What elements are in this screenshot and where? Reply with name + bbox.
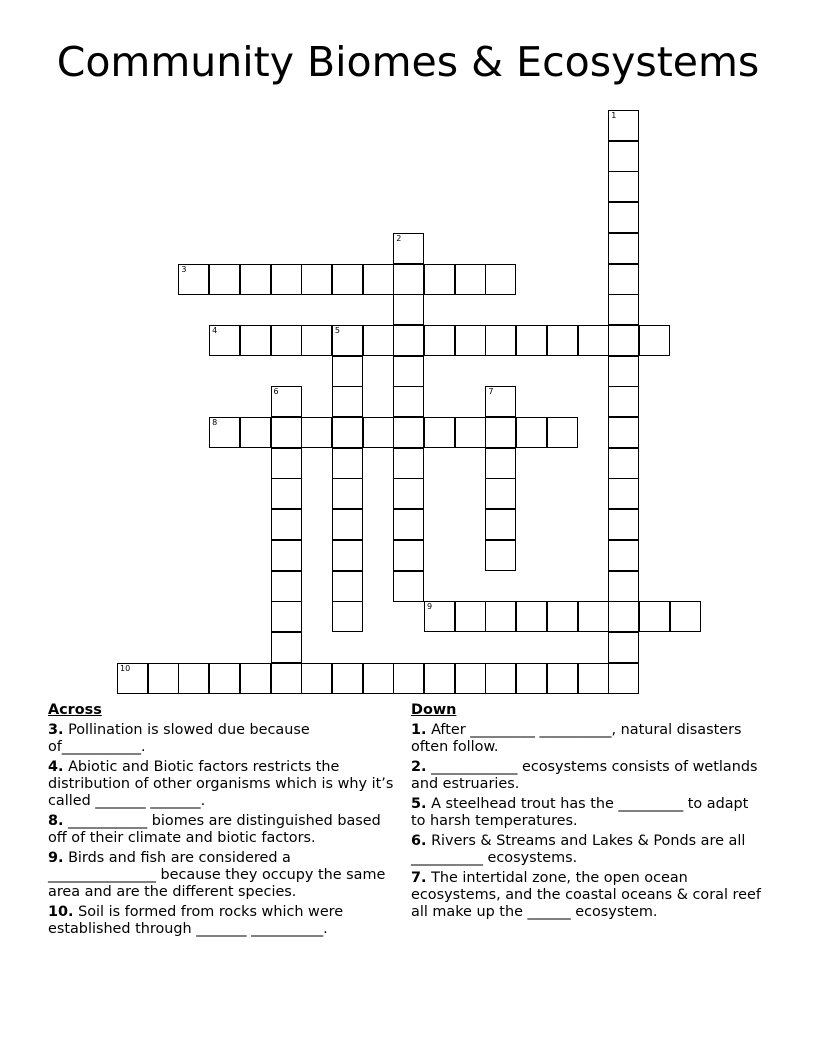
- grid-cell[interactable]: [271, 601, 302, 632]
- clue-across-4: [48, 759, 400, 810]
- clue-text: Rivers & Streams and Lakes & Ponds are all __________ ecosystems.: [411, 833, 746, 866]
- grid-cell[interactable]: [424, 264, 455, 295]
- grid-cell[interactable]: [332, 663, 363, 694]
- grid-cell[interactable]: [670, 601, 701, 632]
- grid-cell[interactable]: [332, 264, 363, 295]
- grid-cell[interactable]: [578, 601, 609, 632]
- clue-down-2: [411, 759, 761, 793]
- grid-cell[interactable]: [271, 325, 302, 356]
- page-title: Community Biomes & Ecosystems: [56, 38, 760, 86]
- grid-cell[interactable]: [209, 325, 240, 356]
- grid-cell[interactable]: [393, 417, 424, 448]
- grid-cell[interactable]: [271, 509, 302, 540]
- grid-cell[interactable]: [271, 478, 302, 509]
- grid-cell[interactable]: [271, 417, 302, 448]
- grid-cell[interactable]: [393, 233, 424, 264]
- grid-cell[interactable]: [608, 264, 639, 295]
- cell-number: 8: [212, 418, 218, 427]
- clue-number: 10.: [48, 904, 74, 920]
- grid-cell[interactable]: [547, 663, 578, 694]
- clue-down-5: [411, 796, 761, 830]
- grid-cell[interactable]: [424, 417, 455, 448]
- grid-cell[interactable]: [332, 601, 363, 632]
- grid-cell[interactable]: [485, 601, 516, 632]
- grid-cell[interactable]: [608, 356, 639, 387]
- grid-cell[interactable]: [485, 663, 516, 694]
- grid-cell[interactable]: [485, 509, 516, 540]
- grid-cell[interactable]: [332, 478, 363, 509]
- grid-cell[interactable]: [332, 509, 363, 540]
- clue-number: 1.: [411, 722, 427, 738]
- grid-cell[interactable]: [516, 325, 547, 356]
- grid-cell[interactable]: [608, 171, 639, 202]
- grid-cell[interactable]: [424, 325, 455, 356]
- grid-cell[interactable]: [608, 663, 639, 694]
- grid-cell[interactable]: [240, 264, 271, 295]
- grid-cell[interactable]: [332, 325, 363, 356]
- clue-text: Soil is formed from rocks which were established through _______ __________.: [48, 904, 344, 937]
- grid-cell[interactable]: [393, 325, 424, 356]
- grid-cell[interactable]: [148, 663, 179, 694]
- grid-cell[interactable]: [608, 141, 639, 172]
- clue-number: 5.: [411, 796, 427, 812]
- clue-text: Abiotic and Biotic factors restricts the distribution of other organisms which is why it’s called _______ _______.: [48, 759, 394, 809]
- grid-cell[interactable]: [332, 540, 363, 571]
- grid-cell[interactable]: [608, 478, 639, 509]
- down-clues: [411, 702, 761, 924]
- grid-cell[interactable]: [424, 663, 455, 694]
- grid-cell[interactable]: [178, 663, 209, 694]
- clue-text: A steelhead trout has the _________ to adapt to harsh temperatures.: [411, 796, 749, 829]
- clue-across-9: [48, 850, 400, 901]
- grid-cell[interactable]: [608, 417, 639, 448]
- grid-cell[interactable]: [455, 264, 486, 295]
- cell-number: 6: [273, 387, 279, 397]
- grid-cell[interactable]: [393, 356, 424, 387]
- grid-cell[interactable]: [393, 509, 424, 540]
- grid-cell[interactable]: [332, 448, 363, 479]
- clue-number: 4.: [48, 759, 64, 775]
- grid-cell[interactable]: [608, 571, 639, 602]
- cell-number: 1: [611, 111, 617, 120]
- grid-cell[interactable]: [608, 601, 639, 632]
- clue-across-3: [48, 722, 400, 756]
- grid-cell[interactable]: [301, 417, 332, 448]
- grid-cell[interactable]: [608, 386, 639, 417]
- grid-cell[interactable]: [608, 632, 639, 663]
- grid-cell[interactable]: [301, 264, 332, 295]
- grid-cell[interactable]: [363, 417, 394, 448]
- cell-number: 2: [396, 233, 402, 243]
- grid-cell[interactable]: [271, 571, 302, 602]
- grid-cell[interactable]: [455, 663, 486, 694]
- grid-cell[interactable]: [332, 386, 363, 417]
- grid-cell[interactable]: [547, 325, 578, 356]
- grid-cell[interactable]: [363, 325, 394, 356]
- grid-cell[interactable]: [271, 663, 302, 694]
- grid-cell[interactable]: [301, 663, 332, 694]
- cell-number: 3: [181, 264, 187, 274]
- grid-cell[interactable]: [393, 540, 424, 571]
- grid-cell[interactable]: [363, 264, 394, 295]
- grid-cell[interactable]: [271, 448, 302, 479]
- grid-cell[interactable]: [117, 663, 148, 694]
- grid-cell[interactable]: [178, 264, 209, 295]
- cell-number: 5: [334, 325, 340, 335]
- cell-number: 4: [212, 325, 218, 335]
- grid-cell[interactable]: [608, 110, 639, 141]
- clue-text: Pollination is slowed due because of___________.: [48, 722, 310, 755]
- grid-cell[interactable]: [639, 601, 670, 632]
- down-heading: Down: [411, 702, 457, 718]
- grid-cell[interactable]: [485, 478, 516, 509]
- grid-cell[interactable]: [578, 663, 609, 694]
- grid-cell[interactable]: [608, 294, 639, 325]
- grid-cell[interactable]: [393, 264, 424, 295]
- clue-down-1: [411, 722, 761, 756]
- grid-cell[interactable]: [240, 325, 271, 356]
- grid-cell[interactable]: [332, 356, 363, 387]
- grid-cell[interactable]: [332, 571, 363, 602]
- grid-cell[interactable]: [608, 448, 639, 479]
- grid-cell[interactable]: [485, 325, 516, 356]
- clue-down-7: [411, 870, 761, 921]
- grid-cell[interactable]: [393, 663, 424, 694]
- clue-text: After _________ __________, natural disasters often follow.: [411, 722, 742, 755]
- grid-cell[interactable]: [547, 417, 578, 448]
- grid-cell[interactable]: [608, 325, 639, 356]
- clue-number: 8.: [48, 813, 64, 829]
- clue-across-10: [48, 904, 400, 938]
- grid-cell[interactable]: [271, 264, 302, 295]
- clue-number: 7.: [411, 870, 427, 886]
- grid-cell[interactable]: [301, 325, 332, 356]
- across-clues: [48, 702, 400, 941]
- grid-cell[interactable]: [608, 509, 639, 540]
- across-heading: Across: [48, 702, 102, 718]
- grid-cell[interactable]: [393, 571, 424, 602]
- grid-cell[interactable]: [424, 601, 455, 632]
- grid-cell[interactable]: [639, 325, 670, 356]
- grid-cell[interactable]: [578, 325, 609, 356]
- cell-number: 10: [120, 663, 131, 673]
- grid-cell[interactable]: [240, 663, 271, 694]
- grid-cell[interactable]: [485, 417, 516, 448]
- clue-text: ___________ biomes are distinguished based off of their climate and biotic factors.: [48, 813, 381, 846]
- grid-cell[interactable]: [516, 663, 547, 694]
- grid-cell[interactable]: [240, 417, 271, 448]
- grid-cell[interactable]: [608, 202, 639, 233]
- clue-number: 9.: [48, 850, 64, 866]
- clue-across-8: [48, 813, 400, 847]
- grid-cell[interactable]: [271, 540, 302, 571]
- clue-number: 2.: [411, 759, 427, 775]
- grid-cell[interactable]: [393, 386, 424, 417]
- grid-cell[interactable]: [363, 663, 394, 694]
- grid-cell[interactable]: [455, 325, 486, 356]
- grid-cell[interactable]: [485, 264, 516, 295]
- grid-cell[interactable]: [209, 264, 240, 295]
- cell-number: 7: [488, 387, 494, 397]
- grid-cell[interactable]: [455, 417, 486, 448]
- grid-cell[interactable]: [485, 540, 516, 571]
- grid-cell[interactable]: [608, 233, 639, 264]
- grid-cell[interactable]: [516, 417, 547, 448]
- grid-cell[interactable]: [455, 601, 486, 632]
- grid-cell[interactable]: [516, 601, 547, 632]
- grid-cell[interactable]: [393, 448, 424, 479]
- grid-cell[interactable]: [608, 540, 639, 571]
- clue-down-6: [411, 833, 761, 867]
- grid-cell[interactable]: [547, 601, 578, 632]
- cell-number: 9: [427, 602, 433, 612]
- grid-cell[interactable]: [485, 448, 516, 479]
- grid-cell[interactable]: [271, 386, 302, 417]
- clue-number: 6.: [411, 833, 427, 849]
- grid-cell[interactable]: [209, 417, 240, 448]
- grid-cell[interactable]: [271, 632, 302, 663]
- clue-number: 3.: [48, 722, 64, 738]
- grid-cell[interactable]: [393, 478, 424, 509]
- grid-cell[interactable]: [485, 386, 516, 417]
- grid-cell[interactable]: [209, 663, 240, 694]
- grid-cell[interactable]: [332, 417, 363, 448]
- clue-text: The intertidal zone, the open ocean ecosystems, and the coastal oceans & coral reef all make up the ______ ecosystem.: [411, 870, 761, 920]
- clue-text: Birds and fish are considered a _______________ because they occupy the same area and are the different species.: [48, 850, 386, 900]
- clue-text: ____________ ecosystems consists of wetlands and estruaries.: [411, 759, 758, 792]
- grid-cell[interactable]: [393, 294, 424, 325]
